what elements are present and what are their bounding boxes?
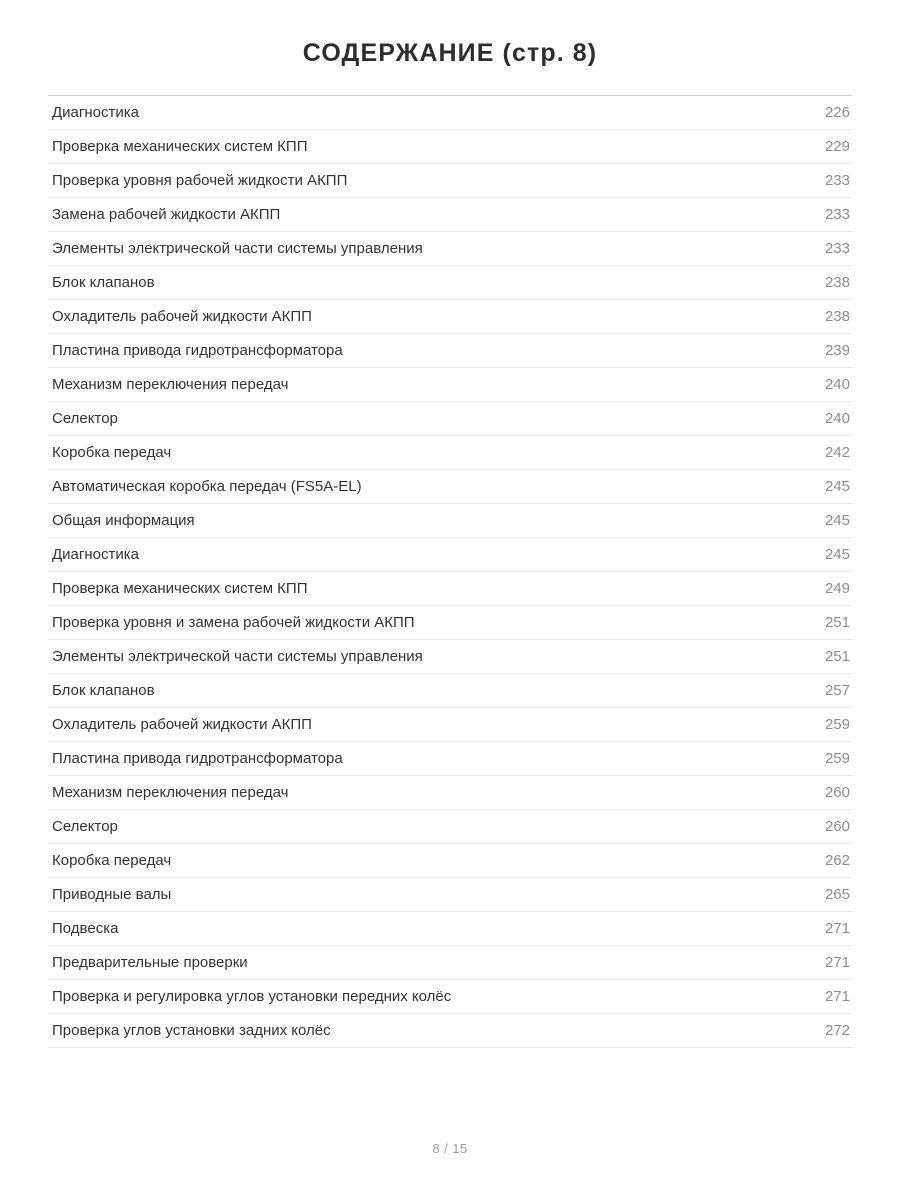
toc-entry-page-number: 233 [824, 240, 850, 258]
toc-entry[interactable] [48, 402, 852, 436]
toc-entry-page-number: 257 [824, 682, 850, 700]
toc-entry-page-number: 229 [824, 138, 850, 156]
toc-entry[interactable] [48, 130, 852, 164]
toc-entry-label: Селектор [52, 410, 118, 428]
toc-entry-page-number: 233 [824, 172, 850, 190]
toc-entry[interactable] [48, 1014, 852, 1048]
toc-entry[interactable] [48, 538, 852, 572]
toc-entry[interactable] [48, 198, 852, 232]
toc-entry-label: Проверка и регулировка углов установки передних колёс [52, 988, 452, 1006]
toc-entry-page-number: 245 [824, 512, 850, 530]
page-footer: 8 / 15 [432, 1141, 468, 1156]
toc-entry-label: Блок клапанов [52, 274, 155, 292]
toc-entry[interactable] [48, 946, 852, 980]
toc-entry-page-number: 265 [824, 886, 850, 904]
toc-entry-label: Проверка углов установки задних колёс [52, 1022, 331, 1040]
toc-entry-label: Подвеска [52, 920, 119, 938]
toc-entry[interactable] [48, 776, 852, 810]
toc-entry-label: Элементы электрической части системы управления [52, 648, 423, 666]
toc-entry-label: Проверка механических систем КПП [52, 580, 308, 598]
page-title: СОДЕРЖАНИЕ (стр. 8) [302, 39, 598, 67]
toc-entry[interactable] [48, 334, 852, 368]
toc-entry-label: Проверка механических систем КПП [52, 138, 308, 156]
toc-entry-label: Пластина привода гидротрансформатора [52, 750, 343, 768]
table-of-contents [48, 96, 852, 1048]
toc-entry-page-number: 260 [824, 784, 850, 802]
toc-entry-page-number: 251 [824, 648, 850, 666]
toc-entry-label: Предварительные проверки [52, 954, 248, 972]
toc-entry[interactable] [48, 878, 852, 912]
toc-entry-page-number: 251 [824, 614, 850, 632]
toc-entry-page-number: 226 [824, 104, 850, 122]
toc-entry-label: Автоматическая коробка передач (FS5A-EL) [52, 478, 362, 496]
toc-entry-label: Блок клапанов [52, 682, 155, 700]
toc-entry[interactable] [48, 742, 852, 776]
toc-entry-page-number: 271 [824, 920, 850, 938]
toc-entry-label: Охладитель рабочей жидкости АКПП [52, 308, 312, 326]
toc-entry-page-number: 242 [824, 444, 850, 462]
toc-entry[interactable] [48, 232, 852, 266]
toc-entry-label: Охладитель рабочей жидкости АКПП [52, 716, 312, 734]
toc-entry-page-number: 245 [824, 478, 850, 496]
toc-entry-page-number: 240 [824, 376, 850, 394]
toc-entry-page-number: 271 [824, 988, 850, 1006]
toc-entry-label: Пластина привода гидротрансформатора [52, 342, 343, 360]
toc-entry-page-number: 238 [824, 308, 850, 326]
toc-entry-page-number: 249 [824, 580, 850, 598]
toc-entry[interactable] [48, 470, 852, 504]
toc-entry[interactable] [48, 980, 852, 1014]
toc-entry[interactable] [48, 266, 852, 300]
toc-entry-label: Механизм переключения передач [52, 376, 289, 394]
toc-entry-page-number: 272 [824, 1022, 850, 1040]
toc-entry-page-number: 259 [824, 716, 850, 734]
toc-entry-page-number: 259 [824, 750, 850, 768]
toc-entry[interactable] [48, 674, 852, 708]
toc-entry[interactable] [48, 606, 852, 640]
toc-entry[interactable] [48, 640, 852, 674]
toc-entry[interactable] [48, 708, 852, 742]
toc-entry-label: Селектор [52, 818, 118, 836]
toc-entry-page-number: 271 [824, 954, 850, 972]
toc-entry[interactable] [48, 572, 852, 606]
toc-entry[interactable] [48, 810, 852, 844]
toc-entry-label: Коробка передач [52, 444, 172, 462]
toc-entry-page-number: 262 [824, 852, 850, 870]
toc-entry-label: Элементы электрической части системы управления [52, 240, 423, 258]
toc-entry-page-number: 260 [824, 818, 850, 836]
toc-entry[interactable] [48, 504, 852, 538]
toc-entry[interactable] [48, 368, 852, 402]
toc-entry[interactable] [48, 844, 852, 878]
toc-entry-label: Проверка уровня рабочей жидкости АКПП [52, 172, 348, 190]
toc-entry-label: Механизм переключения передач [52, 784, 289, 802]
toc-entry-label: Проверка уровня и замена рабочей жидкости АКПП [52, 614, 415, 632]
toc-entry[interactable] [48, 912, 852, 946]
toc-entry-page-number: 245 [824, 546, 850, 564]
toc-entry[interactable] [48, 164, 852, 198]
toc-entry-label: Замена рабочей жидкости АКПП [52, 206, 281, 224]
toc-entry-label: Приводные валы [52, 886, 172, 904]
toc-entry-page-number: 233 [824, 206, 850, 224]
toc-entry-label: Диагностика [52, 104, 139, 122]
toc-entry[interactable] [48, 436, 852, 470]
toc-entry[interactable] [48, 300, 852, 334]
toc-entry-page-number: 239 [824, 342, 850, 360]
toc-entry-label: Коробка передач [52, 852, 172, 870]
toc-entry[interactable] [48, 96, 852, 130]
toc-entry-page-number: 238 [824, 274, 850, 292]
toc-entry-page-number: 240 [824, 410, 850, 428]
toc-entry-label: Диагностика [52, 546, 139, 564]
toc-entry-label: Общая информация [52, 512, 195, 530]
